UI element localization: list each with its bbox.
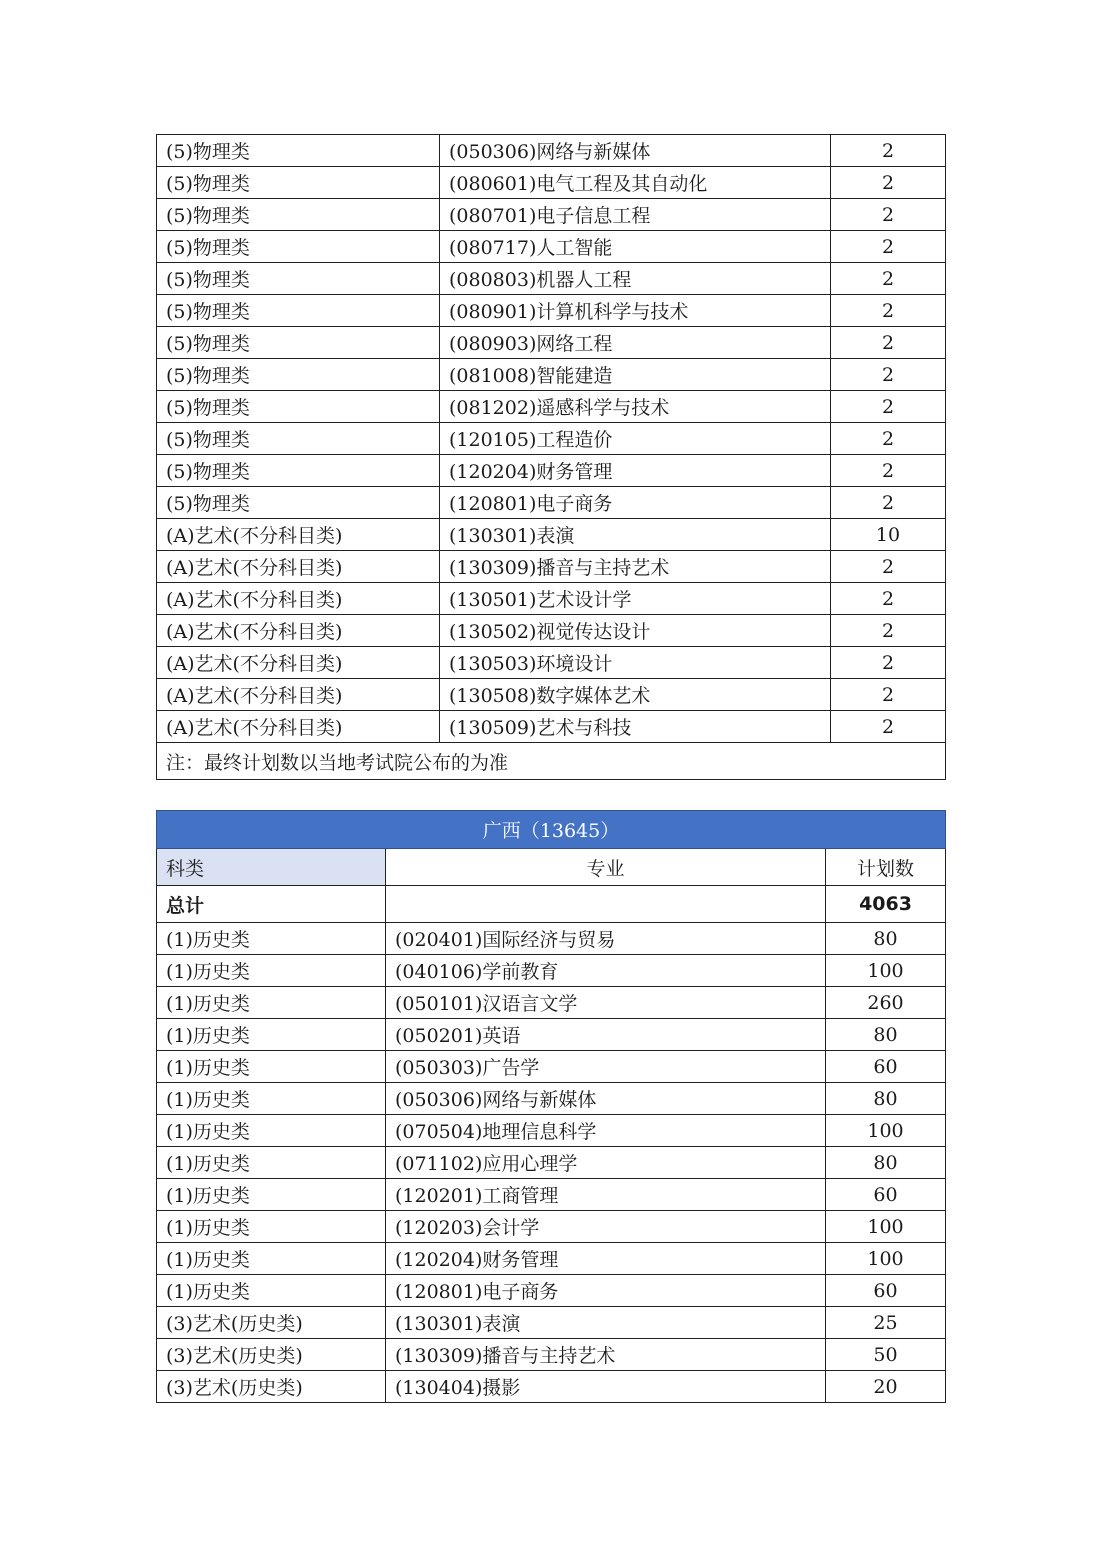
cell-count: 2 [831,551,946,583]
table-row [157,519,946,551]
header-row [157,849,946,886]
cell-count: 260 [826,987,946,1019]
cell-major: (081008)智能建造 [440,359,831,391]
cell-category: (1)历史类 [157,1019,386,1051]
cell-major: (120204)财务管理 [440,455,831,487]
cell-count: 60 [826,1179,946,1211]
table-row [157,231,946,263]
total-label: 总计 [157,886,386,923]
cell-count: 2 [831,583,946,615]
cell-category: (A)艺术(不分科目类) [157,615,440,647]
table-row [157,1339,946,1371]
table-row [157,1147,946,1179]
guangxi-enrollment-table [156,810,946,1403]
note-text: 注：最终计划数以当地考试院公布的为准 [157,743,946,780]
cell-category: (1)历史类 [157,1083,386,1115]
cell-major: (130502)视觉传达设计 [440,615,831,647]
cell-major: (130404)摄影 [386,1371,826,1403]
cell-count: 10 [831,519,946,551]
cell-count: 80 [826,1019,946,1051]
table-row [157,1275,946,1307]
total-row [157,886,946,923]
cell-category: (1)历史类 [157,1243,386,1275]
cell-count: 25 [826,1307,946,1339]
table-row [157,263,946,295]
table-title: 广西（13645） [157,811,946,849]
table-row [157,359,946,391]
table-row [157,1211,946,1243]
cell-major: (130503)环境设计 [440,647,831,679]
cell-major: (050201)英语 [386,1019,826,1051]
cell-category: (1)历史类 [157,1211,386,1243]
enrollment-table-continued [156,134,946,780]
cell-category: (5)物理类 [157,263,440,295]
cell-major: (080601)电气工程及其自动化 [440,167,831,199]
table-row [157,423,946,455]
cell-category: (A)艺术(不分科目类) [157,519,440,551]
cell-category: (5)物理类 [157,167,440,199]
table-row [157,327,946,359]
table-row [157,1307,946,1339]
cell-major: (040106)学前教育 [386,955,826,987]
cell-count: 60 [826,1275,946,1307]
cell-major: (130301)表演 [386,1307,826,1339]
cell-count: 2 [831,167,946,199]
table-row [157,955,946,987]
cell-count: 2 [831,423,946,455]
table-row [157,987,946,1019]
cell-category: (1)历史类 [157,923,386,955]
cell-count: 20 [826,1371,946,1403]
table-row [157,615,946,647]
cell-count: 100 [826,955,946,987]
cell-category: (5)物理类 [157,327,440,359]
table-row [157,1115,946,1147]
cell-major: (130509)艺术与科技 [440,711,831,743]
table-row [157,391,946,423]
cell-major: (050303)广告学 [386,1051,826,1083]
table-row [157,135,946,167]
header-major: 专业 [386,849,826,886]
cell-count: 2 [831,647,946,679]
cell-count: 100 [826,1115,946,1147]
table-row [157,679,946,711]
cell-count: 60 [826,1051,946,1083]
cell-major: (120201)工商管理 [386,1179,826,1211]
cell-category: (A)艺术(不分科目类) [157,679,440,711]
cell-category: (1)历史类 [157,1051,386,1083]
cell-major: (120203)会计学 [386,1211,826,1243]
cell-major: (020401)国际经济与贸易 [386,923,826,955]
table-row [157,1083,946,1115]
table-row [157,583,946,615]
note-row [157,743,946,780]
cell-count: 2 [831,135,946,167]
cell-count: 80 [826,1083,946,1115]
cell-count: 80 [826,1147,946,1179]
cell-major: (080717)人工智能 [440,231,831,263]
cell-category: (1)历史类 [157,1179,386,1211]
cell-count: 2 [831,359,946,391]
table-row [157,487,946,519]
cell-count: 2 [831,327,946,359]
table-row [157,711,946,743]
cell-major: (130508)数字媒体艺术 [440,679,831,711]
cell-count: 100 [826,1243,946,1275]
cell-category: (A)艺术(不分科目类) [157,551,440,583]
cell-count: 2 [831,615,946,647]
cell-major: (050101)汉语言文学 [386,987,826,1019]
table-row [157,167,946,199]
cell-category: (A)艺术(不分科目类) [157,711,440,743]
cell-category: (5)物理类 [157,295,440,327]
table-row [157,455,946,487]
header-category: 科类 [157,849,386,886]
cell-category: (1)历史类 [157,1275,386,1307]
cell-count: 2 [831,487,946,519]
table-row [157,923,946,955]
table-row [157,1179,946,1211]
header-count: 计划数 [826,849,946,886]
total-count: 4063 [826,886,946,923]
cell-count: 2 [831,679,946,711]
cell-category: (5)物理类 [157,487,440,519]
table-row [157,647,946,679]
table-row [157,551,946,583]
cell-count: 2 [831,295,946,327]
cell-major: (080701)电子信息工程 [440,199,831,231]
cell-major: (120801)电子商务 [440,487,831,519]
table-row [157,1051,946,1083]
cell-category: (1)历史类 [157,1115,386,1147]
cell-major: (130309)播音与主持艺术 [440,551,831,583]
cell-category: (1)历史类 [157,987,386,1019]
cell-category: (3)艺术(历史类) [157,1339,386,1371]
cell-category: (5)物理类 [157,231,440,263]
cell-major: (050306)网络与新媒体 [440,135,831,167]
cell-count: 2 [831,391,946,423]
cell-count: 2 [831,263,946,295]
cell-count: 100 [826,1211,946,1243]
table-row [157,1243,946,1275]
cell-category: (5)物理类 [157,359,440,391]
table-row [157,295,946,327]
cell-major: (130309)播音与主持艺术 [386,1339,826,1371]
cell-count: 2 [831,711,946,743]
cell-category: (5)物理类 [157,391,440,423]
cell-category: (3)艺术(历史类) [157,1307,386,1339]
cell-major: (081202)遥感科学与技术 [440,391,831,423]
cell-major: (130501)艺术设计学 [440,583,831,615]
cell-category: (1)历史类 [157,1147,386,1179]
cell-major: (120204)财务管理 [386,1243,826,1275]
cell-category: (1)历史类 [157,955,386,987]
cell-category: (3)艺术(历史类) [157,1371,386,1403]
cell-count: 2 [831,199,946,231]
cell-major: (050306)网络与新媒体 [386,1083,826,1115]
total-major [386,886,826,923]
cell-category: (5)物理类 [157,199,440,231]
table-row [157,1019,946,1051]
cell-count: 2 [831,231,946,263]
cell-category: (A)艺术(不分科目类) [157,647,440,679]
cell-category: (A)艺术(不分科目类) [157,583,440,615]
cell-major: (080901)计算机科学与技术 [440,295,831,327]
cell-count: 50 [826,1339,946,1371]
cell-category: (5)物理类 [157,135,440,167]
cell-major: (071102)应用心理学 [386,1147,826,1179]
cell-major: (080903)网络工程 [440,327,831,359]
table-row [157,199,946,231]
cell-major: (070504)地理信息科学 [386,1115,826,1147]
cell-major: (120105)工程造价 [440,423,831,455]
cell-major: (130301)表演 [440,519,831,551]
cell-major: (080803)机器人工程 [440,263,831,295]
cell-count: 2 [831,455,946,487]
cell-count: 80 [826,923,946,955]
table-title-row [157,811,946,849]
cell-category: (5)物理类 [157,423,440,455]
table-row [157,1371,946,1403]
cell-category: (5)物理类 [157,455,440,487]
cell-major: (120801)电子商务 [386,1275,826,1307]
